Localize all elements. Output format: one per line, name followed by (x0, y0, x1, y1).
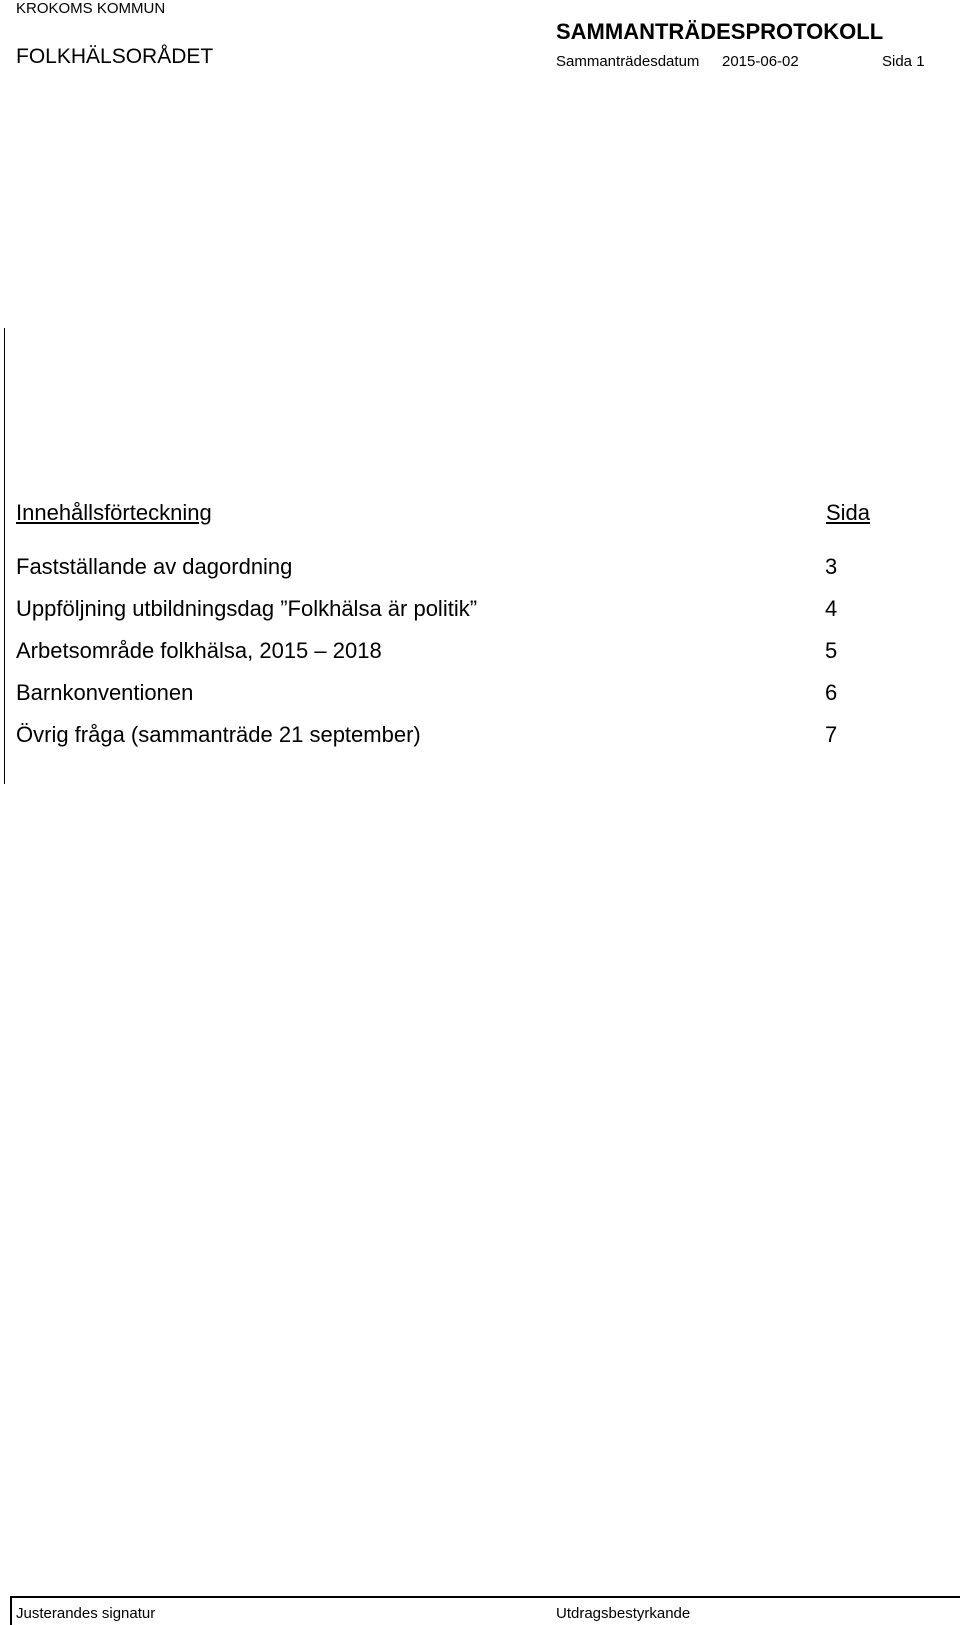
toc-item-page: 6 (825, 680, 838, 705)
meeting-date-label: Sammanträdesdatum (556, 53, 700, 70)
toc-item[interactable] (16, 679, 846, 709)
toc-item-page: 3 (825, 554, 838, 579)
municipality-name: KROKOMS KOMMUN (16, 0, 166, 17)
toc-item[interactable] (16, 595, 846, 625)
margin-line (4, 328, 5, 784)
toc-item-page: 4 (825, 596, 838, 621)
toc-item-page: 7 (825, 722, 838, 747)
toc-item-title: Fastställande av dagordning (16, 554, 293, 579)
toc-item-title: Arbetsområde folkhälsa, 2015 – 2018 (16, 638, 382, 663)
page-number: Sida 1 (882, 53, 925, 70)
toc-item[interactable] (16, 721, 846, 751)
toc-item-page: 5 (825, 638, 838, 663)
toc-heading: Innehållsförteckning (16, 500, 212, 525)
document-type: SAMMANTRÄDESPROTOKOLL (556, 19, 884, 44)
council-name: FOLKHÄLSORÅDET (16, 45, 214, 68)
toc-page-heading: Sida (826, 500, 871, 525)
footer-divider (10, 1596, 960, 1598)
certification-label: Utdragsbestyrkande (556, 1605, 691, 1622)
toc-item[interactable] (16, 637, 846, 667)
toc-item-title: Barnkonventionen (16, 680, 194, 705)
footer-left-border (10, 1596, 12, 1625)
toc-item-title: Övrig fråga (sammanträde 21 september) (16, 722, 421, 747)
toc-item[interactable] (16, 553, 846, 583)
signature-label: Justerandes signatur (16, 1605, 156, 1622)
meeting-date-value: 2015-06-02 (722, 53, 799, 70)
toc-item-title: Uppföljning utbildningsdag ”Folkhälsa är politik” (16, 596, 478, 621)
